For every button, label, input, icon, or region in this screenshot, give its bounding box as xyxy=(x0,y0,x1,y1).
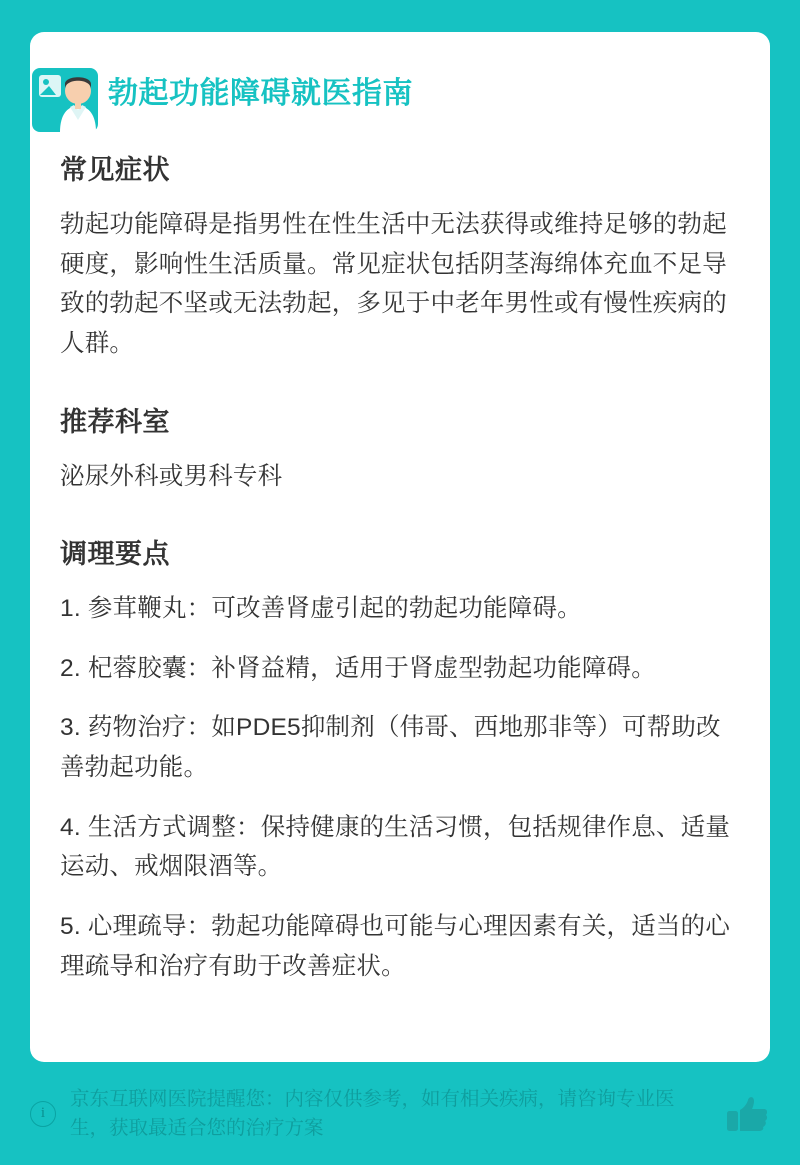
section-heading-symptoms: 常见症状 xyxy=(60,155,170,185)
list-item: 3. 药物治疗：如PDE5抑制剂（伟哥、西地那非等）可帮助改善勃起功能。 xyxy=(60,714,721,781)
department-text: 泌尿外科或男科专科 xyxy=(60,462,283,490)
list-item: 1. 参茸鞭丸：可改善肾虚引起的勃起功能障碍。 xyxy=(60,594,582,622)
section-heading-department: 推荐科室 xyxy=(60,406,170,437)
footer xyxy=(30,1071,770,1157)
info-circle-icon: i xyxy=(30,1101,56,1127)
doctor-avatar-icon xyxy=(30,58,104,138)
page-title: 勃起功能障碍就医指南 xyxy=(108,77,413,110)
guide-card xyxy=(30,32,770,1062)
list-item: 4. 生活方式调整：保持健康的生活习惯，包括规律作息、适量运动、戒烟限酒等。 xyxy=(60,813,731,881)
list-item: 5. 心理疏导：勃起功能障碍也可能与心理因素有关，适当的心理疏导和治疗有助于改善症状。 xyxy=(60,913,731,980)
section-heading-care: 调理要点 xyxy=(60,538,170,569)
list-item: 2. 杞蓉胶囊：补肾益精，适用于肾虚型勃起功能障碍。 xyxy=(60,654,656,682)
care-points-list xyxy=(60,589,740,987)
symptoms-text: 勃起功能障碍是指男性在性生活中无法获得或维持足够的勃起硬度，影响性生活质量。常见症状包括阴茎海绵体充血不足导致的勃起不坚或无法勃起，多见于中老年男性或有慢性疾病的人群。 xyxy=(60,211,727,358)
thumbs-up-icon xyxy=(724,1091,770,1137)
footer-disclaimer: 京东互联网医院提醒您：内容仅供参考，如有相关疾病，请咨询专业医生，获取最适合您的治疗方案 xyxy=(70,1088,675,1139)
